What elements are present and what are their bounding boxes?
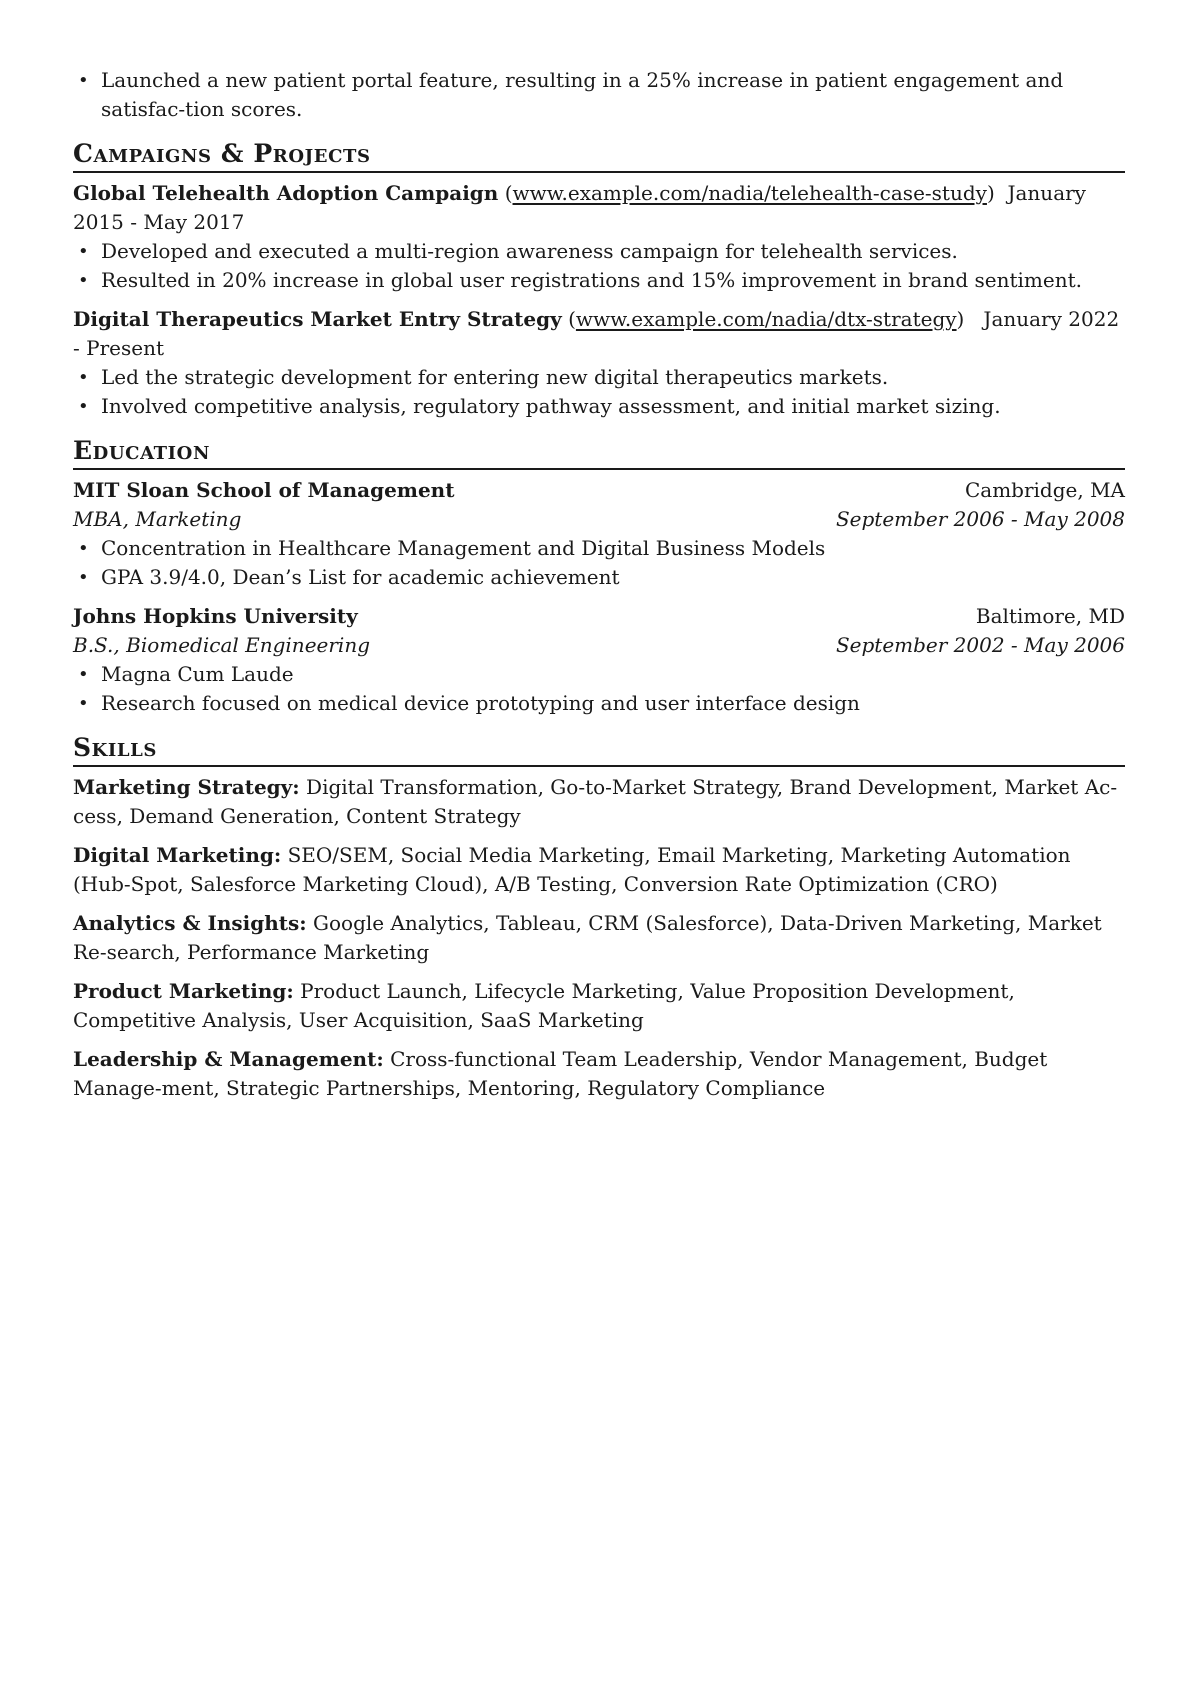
- list-item: • GPA 3.9/4.0, Dean’s List for academic achievement: [73, 563, 1125, 592]
- list-item: • Involved competitive analysis, regulatory pathway assessment, and initial market sizing.: [73, 392, 1125, 421]
- project-name: Global Telehealth Adoption Campaign: [73, 181, 499, 205]
- degree: MBA, Marketing: [73, 507, 242, 531]
- section-title-skills: Skills: [73, 733, 1125, 767]
- project-entry: Digital Therapeutics Market Entry Strategy (www.example.com/nadia/dtx-strategy) January 2022 - Present • Led the strategic development for entering new digital therapeutics markets. • Involved competitive analysis, regulatory pathway assessment, and initial market sizing.: [73, 305, 1125, 421]
- list-item: • Magna Cum Laude: [73, 660, 1125, 689]
- skill-line: [73, 1045, 1125, 1103]
- school-name: MIT Sloan School of Management: [73, 478, 455, 502]
- education-entry: [73, 476, 1125, 592]
- section-title-education: Education: [73, 436, 1125, 470]
- degree: B.S., Biomedical Engineering: [73, 633, 371, 657]
- section-title-campaigns: Campaigns & Projects: [73, 139, 1125, 173]
- list-item: • Launched a new patient portal feature, resulting in a 25% increase in patient engagement and satisfac-tion scores.: [73, 66, 1125, 124]
- education-dates: September 2002 - May 2006: [835, 633, 1125, 657]
- skill-label: Leadership & Management:: [73, 1047, 384, 1071]
- skill-text: Product Launch, Lifecycle Marketing, Value Proposition Development, Competitive Analysis, User Acquisition, SaaS Marketing: [73, 979, 1015, 1032]
- skill-line: [73, 841, 1125, 899]
- skill-text: Google Analytics, Tableau, CRM (Salesforce), Data-Driven Marketing, Market Re-search, Performance Marketing: [73, 911, 1102, 964]
- education-entry: [73, 602, 1125, 718]
- skill-line: [73, 773, 1125, 831]
- list-item: • Developed and executed a multi-region awareness campaign for telehealth services.: [73, 237, 1125, 266]
- resume-page: [73, 66, 1125, 1103]
- list-item: • Concentration in Healthcare Management and Digital Business Models: [73, 534, 1125, 563]
- list-item: • Research focused on medical device prototyping and user interface design: [73, 689, 1125, 718]
- project-link[interactable]: www.example.com/nadia/dtx-strategy: [575, 307, 957, 331]
- skill-line: [73, 977, 1125, 1035]
- skill-label: Product Marketing:: [73, 979, 294, 1003]
- skill-text: Cross-functional Team Leadership, Vendor Management, Budget Manage-ment, Strategic Partnerships, Mentoring, Regulatory Compliance: [73, 1047, 1048, 1100]
- experience-bullets: [73, 66, 1125, 124]
- skill-label: Digital Marketing:: [73, 843, 282, 867]
- education-dates: September 2006 - May 2008: [835, 507, 1125, 531]
- skill-text: SEO/SEM, Social Media Marketing, Email Marketing, Marketing Automation (Hub-Spot, Salesforce Marketing Cloud), A/B Testing, Conversion Rate Optimization (CRO): [73, 843, 1071, 896]
- project-name: Digital Therapeutics Market Entry Strategy: [73, 307, 562, 331]
- project-entry: Global Telehealth Adoption Campaign (www.example.com/nadia/telehealth-case-study) January 2015 - May 2017 • Developed and executed a multi-region awareness campaign for telehealth services. • Resulted in 20% increase in global user registrations and 15% improvement in brand sentiment.: [73, 179, 1125, 295]
- school-name: Johns Hopkins University: [73, 604, 358, 628]
- project-dates: January 2015 - May 2017: [73, 181, 1086, 234]
- project-dates: January 2022 - Present: [73, 307, 1120, 360]
- school-location: Baltimore, MD: [975, 604, 1125, 628]
- project-link[interactable]: www.example.com/nadia/telehealth-case-study: [512, 181, 987, 205]
- skill-line: [73, 909, 1125, 967]
- skill-label: Marketing Strategy:: [73, 775, 300, 799]
- school-location: Cambridge, MA: [964, 478, 1125, 502]
- skill-text: Digital Transformation, Go-to-Market Strategy, Brand Development, Market Ac-cess, Demand Generation, Content Strategy: [73, 775, 1118, 828]
- skill-label: Analytics & Insights:: [73, 911, 307, 935]
- list-item: • Resulted in 20% increase in global user registrations and 15% improvement in brand sentiment.: [73, 266, 1125, 295]
- list-item: • Led the strategic development for entering new digital therapeutics markets.: [73, 363, 1125, 392]
